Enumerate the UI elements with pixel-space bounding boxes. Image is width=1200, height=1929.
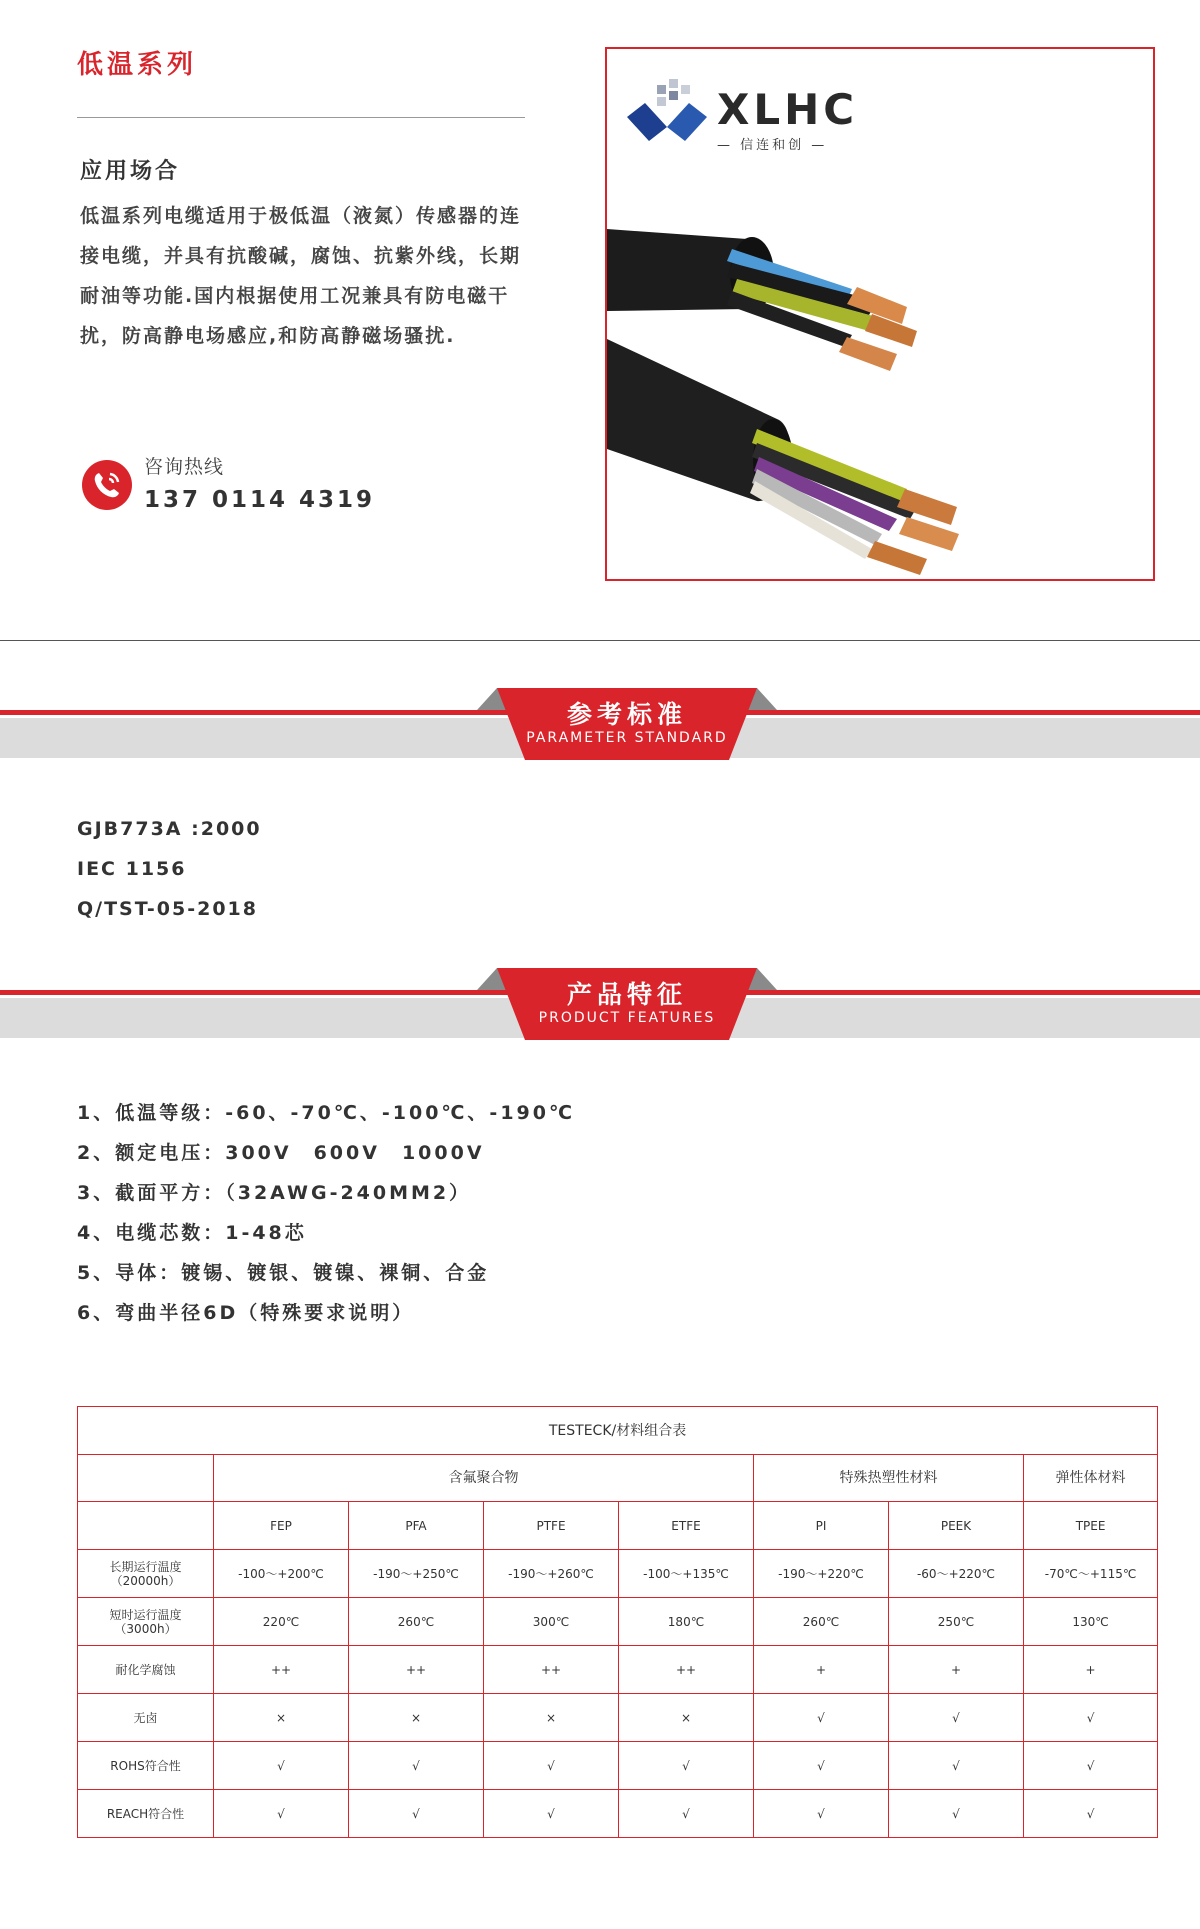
table-cell: √ xyxy=(214,1790,349,1838)
table-cell: -60～+220℃ xyxy=(889,1550,1024,1598)
standard-item: Q/TST-05-2018 xyxy=(77,898,258,920)
standards-subtitle: PARAMETER STANDARD xyxy=(526,730,728,746)
logo-subtitle: — 信连和创 — xyxy=(717,138,828,153)
feature-item: 6、弯曲半径6D（特殊要求说明） xyxy=(77,1302,415,1324)
table-cell: ++ xyxy=(484,1646,619,1694)
features-title: 产品特征 xyxy=(566,980,687,1009)
table-cell: 180℃ xyxy=(619,1598,754,1646)
table-title: TESTECK/材料组合表 xyxy=(78,1407,1158,1455)
table-cell: -190～+250℃ xyxy=(349,1550,484,1598)
feature-item: 2、额定电压：300V 600V 1000V xyxy=(77,1142,485,1164)
table-cell: -70℃～+115℃ xyxy=(1024,1550,1158,1598)
table-cell: 300℃ xyxy=(484,1598,619,1646)
table-cell: √ xyxy=(214,1742,349,1790)
table-cell: + xyxy=(1024,1646,1158,1694)
application-heading: 应用场合 xyxy=(80,159,181,184)
hotline-number[interactable]: 137 0114 4319 xyxy=(144,487,376,513)
page-title: 低温系列 xyxy=(77,50,198,80)
table-cell: √ xyxy=(754,1742,889,1790)
table-cell: -100～+200℃ xyxy=(214,1550,349,1598)
material-header: PI xyxy=(754,1502,889,1550)
feature-item: 3、截面平方：（32AWG-240MM2） xyxy=(77,1182,472,1204)
table-cell: × xyxy=(619,1694,754,1742)
table-body xyxy=(78,1550,1158,1838)
group-header: 弹性体材料 xyxy=(1024,1455,1158,1502)
table-cell: -190～+260℃ xyxy=(484,1550,619,1598)
table-cell: × xyxy=(214,1694,349,1742)
row-label: ROHS符合性 xyxy=(78,1742,214,1790)
table-cell: √ xyxy=(889,1694,1024,1742)
title-divider xyxy=(77,117,525,118)
table-row xyxy=(78,1598,1158,1646)
feature-item: 5、导体：镀锡、镀银、镀镍、裸铜、合金 xyxy=(77,1262,490,1284)
table-cell: √ xyxy=(349,1790,484,1838)
product-photo xyxy=(605,47,1155,581)
standards-banner xyxy=(477,688,777,760)
table-corner-cell xyxy=(78,1455,214,1502)
xlhc-logo-icon xyxy=(627,79,709,149)
material-table xyxy=(77,1406,1158,1838)
logo-name: XLHC xyxy=(717,85,859,134)
material-header: PFA xyxy=(349,1502,484,1550)
material-header: FEP xyxy=(214,1502,349,1550)
table-cell: √ xyxy=(754,1694,889,1742)
row-label: 长期运行温度（20000h） xyxy=(78,1550,214,1598)
feature-item: 1、低温等级：-60、-70℃、-100℃、-190℃ xyxy=(77,1102,575,1124)
table-cell: √ xyxy=(349,1742,484,1790)
material-header: ETFE xyxy=(619,1502,754,1550)
section-divider xyxy=(0,640,1200,641)
table-row xyxy=(78,1742,1158,1790)
phone-icon xyxy=(82,460,132,510)
row-label: 耐化学腐蚀 xyxy=(78,1646,214,1694)
material-header: TPEE xyxy=(1024,1502,1158,1550)
standards-title: 参考标准 xyxy=(566,700,687,729)
table-cell: 220℃ xyxy=(214,1598,349,1646)
table-cell: √ xyxy=(619,1742,754,1790)
row-label: REACH符合性 xyxy=(78,1790,214,1838)
hotline-label: 咨询热线 xyxy=(144,456,225,478)
table-cell: √ xyxy=(889,1742,1024,1790)
table-cell: + xyxy=(889,1646,1024,1694)
standard-item: GJB773A :2000 xyxy=(77,818,262,840)
row-label: 短时运行温度（3000h） xyxy=(78,1598,214,1646)
table-cell: √ xyxy=(619,1790,754,1838)
table-cell: ++ xyxy=(349,1646,484,1694)
table-cell: ++ xyxy=(214,1646,349,1694)
table-cell: √ xyxy=(754,1790,889,1838)
table-cell: 260℃ xyxy=(754,1598,889,1646)
row-label: 无卤 xyxy=(78,1694,214,1742)
table-cell: × xyxy=(484,1694,619,1742)
table-cell: √ xyxy=(1024,1742,1158,1790)
table-row xyxy=(78,1550,1158,1598)
table-cell: √ xyxy=(484,1790,619,1838)
table-row xyxy=(78,1790,1158,1838)
table-cell: × xyxy=(349,1694,484,1742)
features-subtitle: PRODUCT FEATURES xyxy=(538,1010,716,1026)
table-cell: ++ xyxy=(619,1646,754,1694)
group-header: 特殊热塑性材料 xyxy=(754,1455,1024,1502)
table-cell: 250℃ xyxy=(889,1598,1024,1646)
group-header: 含氟聚合物 xyxy=(214,1455,754,1502)
material-header: PTFE xyxy=(484,1502,619,1550)
table-cell: -100～+135℃ xyxy=(619,1550,754,1598)
table-row xyxy=(78,1646,1158,1694)
table-cell: √ xyxy=(1024,1694,1158,1742)
cable-illustration xyxy=(607,189,1153,579)
standard-item: IEC 1156 xyxy=(77,858,187,880)
application-text: 低温系列电缆适用于极低温（液氮）传感器的连接电缆，并具有抗酸碱，腐蚀、抗紫外线，长期耐油等功能.国内根据使用工况兼具有防电磁干扰，防高静电场感应,和防高静磁场骚扰. xyxy=(80,205,522,347)
table-cell: √ xyxy=(484,1742,619,1790)
table-row xyxy=(78,1694,1158,1742)
table-cell: √ xyxy=(889,1790,1024,1838)
table-corner-cell xyxy=(78,1502,214,1550)
table-cell: -190～+220℃ xyxy=(754,1550,889,1598)
table-cell: + xyxy=(754,1646,889,1694)
table-cell: 260℃ xyxy=(349,1598,484,1646)
table-cell: √ xyxy=(1024,1790,1158,1838)
feature-item: 4、电缆芯数：1-48芯 xyxy=(77,1222,307,1244)
table-cell: 130℃ xyxy=(1024,1598,1158,1646)
material-header: PEEK xyxy=(889,1502,1024,1550)
features-banner xyxy=(477,968,777,1040)
